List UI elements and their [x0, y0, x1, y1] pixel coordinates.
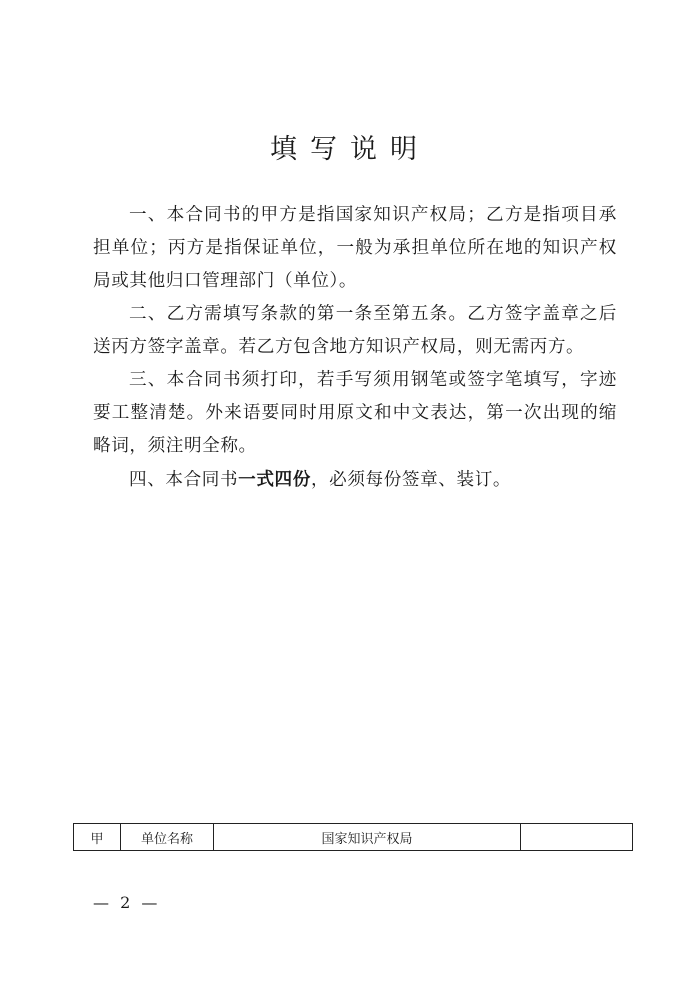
party-cell: 甲	[74, 824, 121, 851]
emphasized-text: 一式四份	[238, 469, 311, 490]
paragraph-text: 二、乙方需填写条款的第一条至第五条。乙方签字盖章之后送丙方签字盖章。若乙方包含地方知识产权局，则无需丙方。	[93, 304, 617, 357]
field-value-cell: 国家知识产权局	[214, 824, 521, 851]
paragraph-text: 三、本合同书须打印，若手写须用钢笔或签字笔填写，字迹要工整清楚。外来语要同时用原文和中文表达，第一次出现的缩略词，须注明全称。	[93, 370, 617, 456]
paragraph-text: ，必须每份签章、装订。	[310, 470, 512, 490]
field-label-cell: 单位名称	[121, 824, 214, 851]
instruction-paragraph-4	[93, 463, 617, 497]
paragraph-text: 四、本合同书	[129, 470, 239, 490]
paragraph-text: 一、本合同书的甲方是指国家知识产权局；乙方是指项目承担单位；丙方是指保证单位，一般为承担单位所在地的知识产权局或其他归口管理部门（单位）。	[93, 205, 617, 291]
instructions-body	[93, 199, 617, 497]
page-number: — 2 —	[93, 893, 161, 912]
page-title: 填写说明	[270, 134, 430, 165]
instruction-paragraph-1	[93, 199, 617, 298]
table-row	[74, 824, 633, 851]
party-info-table	[73, 823, 633, 851]
empty-cell	[521, 824, 633, 851]
instruction-paragraph-2	[93, 298, 617, 364]
instruction-paragraph-3	[93, 364, 617, 463]
